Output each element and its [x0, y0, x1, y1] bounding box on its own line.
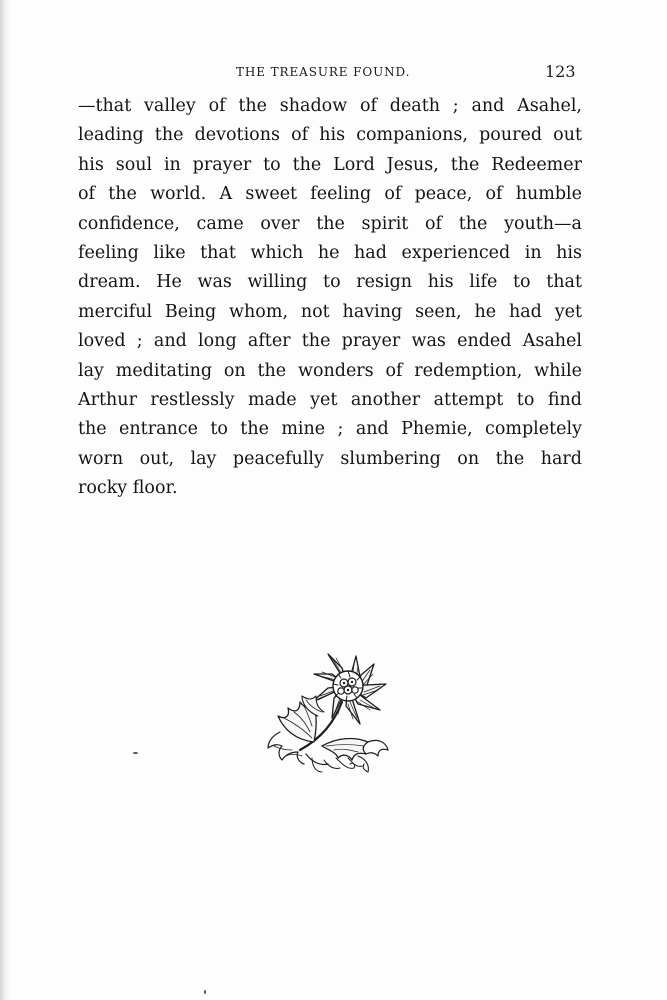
text-line: his soul in prayer to the Lord Jesus, the Redeemer — [78, 154, 582, 175]
paper-speck — [204, 990, 206, 994]
text-line: lay meditating on the wonders of redemption, while — [78, 360, 582, 381]
text-line: feeling like that which he had experienced in his — [78, 242, 582, 263]
text-line: merciful Being whom, not having seen, he had yet — [78, 301, 582, 322]
body-paragraph — [78, 92, 582, 503]
text-line: the entrance to the mine ; and Phemie, completely — [78, 419, 582, 440]
text-line: Arthur restlessly made yet another attempt to find — [78, 389, 582, 410]
text-line: dream. He was willing to resign his life to that — [78, 272, 582, 293]
text-line: worn out, lay peacefully slumbering on the hard — [78, 448, 582, 469]
text-line: of the world. A sweet feeling of peace, of humble — [78, 184, 582, 205]
text-line: leading the devotions of his companions, poured out — [78, 125, 582, 146]
running-head — [0, 62, 667, 84]
running-title: THE TREASURE FOUND. — [236, 65, 411, 79]
text-line: —that valley of the shadow of death ; and Asahel, — [78, 96, 582, 116]
text-line: loved ; and long after the prayer was ended Asahel — [78, 331, 582, 352]
text-line: confidence, came over the spirit of the youth—a — [78, 213, 582, 234]
gutter-shadow — [0, 0, 10, 1000]
paper-speck — [133, 752, 138, 754]
text-line: rocky floor. — [78, 478, 178, 499]
page-number: 123 — [545, 62, 576, 81]
flower-tailpiece-icon — [262, 646, 394, 776]
